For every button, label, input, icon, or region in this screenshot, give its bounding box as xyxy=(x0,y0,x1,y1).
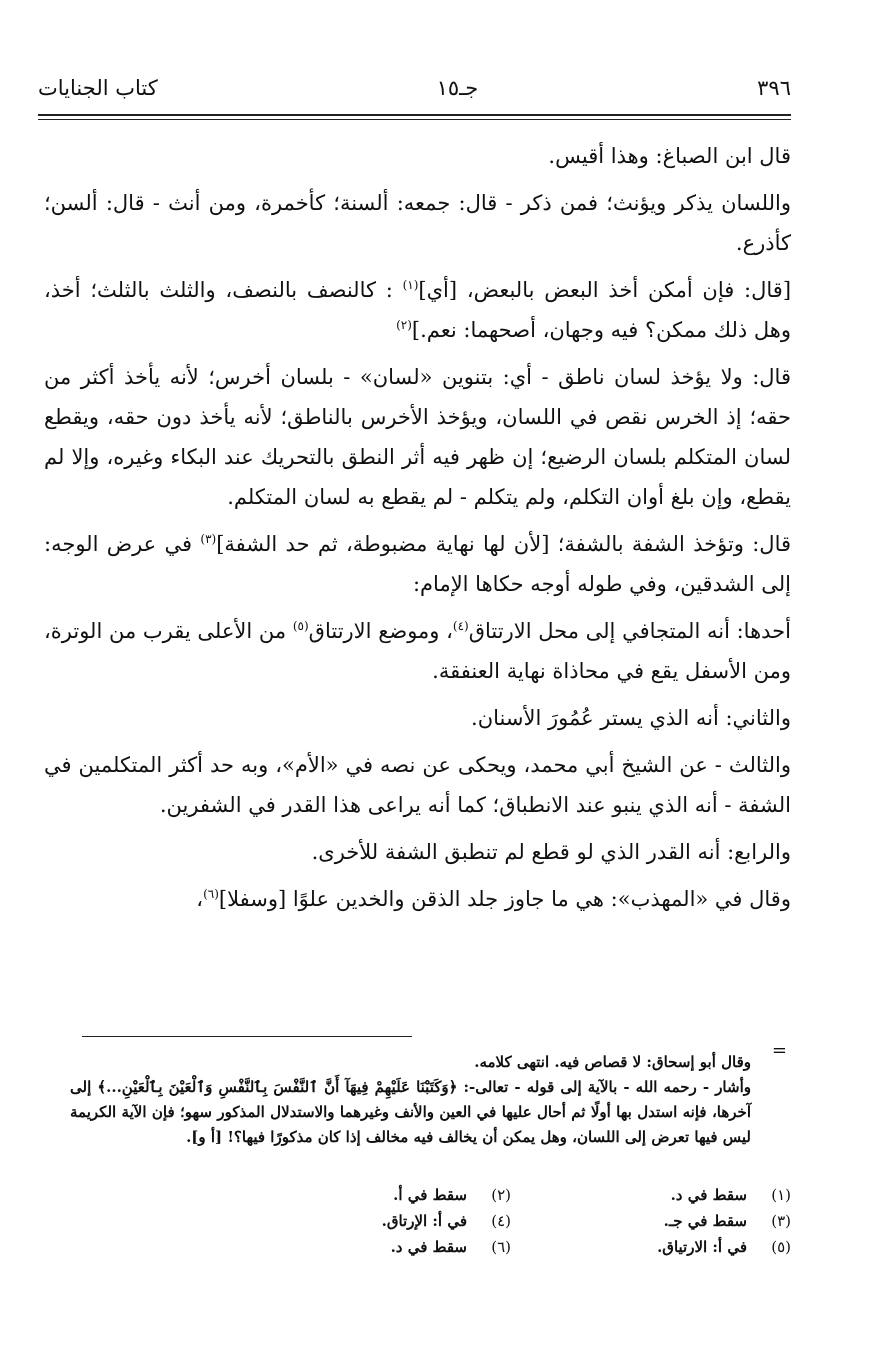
footnote-ref: (٥) xyxy=(292,619,309,633)
header-rule-thin xyxy=(38,119,791,120)
footnote-item: (٥)في أ: الارتياق. xyxy=(657,1238,791,1256)
footnote-ref: (٣) xyxy=(200,532,217,546)
footnote-continuation xyxy=(70,1050,751,1150)
book-title: كتاب الجنايات xyxy=(38,76,158,100)
footnote-line: وأشار - رحمه الله - بالآية إلى قوله - تعالى-: ﴿وَكَتَبْنَا عَلَيْهِمْ فِيهَآ أَنَّ ٱلنَّفْسَ بِٱلنَّفْسِ وَٱلْعَيْنَ بِٱلْعَيْنِ...﴾ إلى آخرها، فإنه استدل بها أولًا ثم أحال عليها في العين والأنف وغيرهما والاستدلال المذكور سهو؛ فإن الآية الكريمة ليس فيها تعرض إلى اللسان، وهل يمكن أن يخالف فيه مخالف إذا كان مذكورًا فيها؟! [أ و]. xyxy=(70,1078,751,1146)
page-number: ٣٩٦ xyxy=(757,76,791,100)
paragraph: قال ابن الصباغ: وهذا أقيس. xyxy=(548,144,791,168)
paragraph: واللسان يذكر ويؤنث؛ فمن ذكر - قال: جمعه: ألسنة؛ كأخمرة، ومن أنث - قال: ألسن؛ كأذرع. xyxy=(44,191,791,255)
paragraph: والرابع: أنه القدر الذي لو قطع لم تنطبق الشفة للأخرى. xyxy=(311,840,791,864)
paragraph: قال: ولا يؤخذ لسان ناطق - أي: بتنوين «لسان» - بلسان أخرس؛ لأنه يأخذ أكثر من حقه؛ إذ الخرس نقص في اللسان، ويؤخذ الأخرس بالناطق؛ لأنه يأخذ دون حقه، ويقطع لسان المتكلم بلسان الرضيع؛ إن ظهر فيه أثر النطق بالتحريك عند البكاء وغيره، وإلا لم يقطع، وإن بلغ أوان التكلم، ولم يتكلم - لم يقطع به لسان المتكلم. xyxy=(44,365,791,509)
main-text xyxy=(44,136,791,926)
footnote-separator xyxy=(82,1036,412,1037)
footnote-ref: (٦) xyxy=(203,887,219,901)
paragraph: أحدها: أنه المتجافي إلى محل الارتتاق$^{(٤)}$، وموضع الارتتاق$^{(٥)}$ من الأعلى يقرب من الوترة، ومن الأسفل يقع في محاذاة نهاية العنفقة. xyxy=(44,619,791,683)
footnote-line: وقال أبو إسحاق: لا قصاص فيه. انتهى كلامه. xyxy=(474,1053,751,1071)
footnote-item: (٣)سقط في جـ. xyxy=(663,1212,791,1230)
header-rule xyxy=(38,114,791,116)
paragraph: والثاني: أنه الذي يستر عُمُورَ الأسنان. xyxy=(471,706,791,730)
footnote-item: (٤)في أ: الإرتاق. xyxy=(381,1212,511,1230)
footnote-item: (٢)سقط في أ. xyxy=(393,1186,511,1204)
page-header xyxy=(38,68,791,108)
footnote-ref: (١) xyxy=(402,278,419,292)
paragraph: قال: وتؤخذ الشفة بالشفة؛ [لأن لها نهاية مضبوطة، ثم حد الشفة]$^{(٣)}$ في عرض الوجه: إلى الشدقين، وفي طوله أوجه حكاها الإمام: xyxy=(44,532,792,596)
paragraph: والثالث - عن الشيخ أبي محمد، ويحكى عن نصه في «الأم»، وبه حد أكثر المتكلمين في الشفة - أنه الذي ينبو عند الانطباق؛ كما أنه يراعى هذا القدر في الشفرين. xyxy=(44,753,791,817)
footnote-ref: (٢) xyxy=(396,318,412,332)
volume-label: جـ١٥ xyxy=(436,76,479,100)
footnote-continuation-mark: = xyxy=(771,1040,787,1061)
paragraph: وقال في «المهذب»: هي ما جاوز جلد الذقن والخدين علوًا [وسفلا]$^{(٦)}$، xyxy=(196,887,791,911)
footnote-ref: (٤) xyxy=(452,619,469,633)
footnotes-list xyxy=(251,1182,791,1260)
footnote-item: (١)سقط في د. xyxy=(670,1186,791,1204)
footnote-item: (٦)سقط في د. xyxy=(390,1238,511,1256)
paragraph: [قال: فإن أمكن أخذ البعض بالبعض، [أي]$^{(١)}$ : كالنصف بالنصف، والثلث بالثلث؛ أخذ، وهل ذلك ممكن؟ فيه وجهان، أصحهما: نعم.]$^{(٢)}$ xyxy=(44,278,792,342)
